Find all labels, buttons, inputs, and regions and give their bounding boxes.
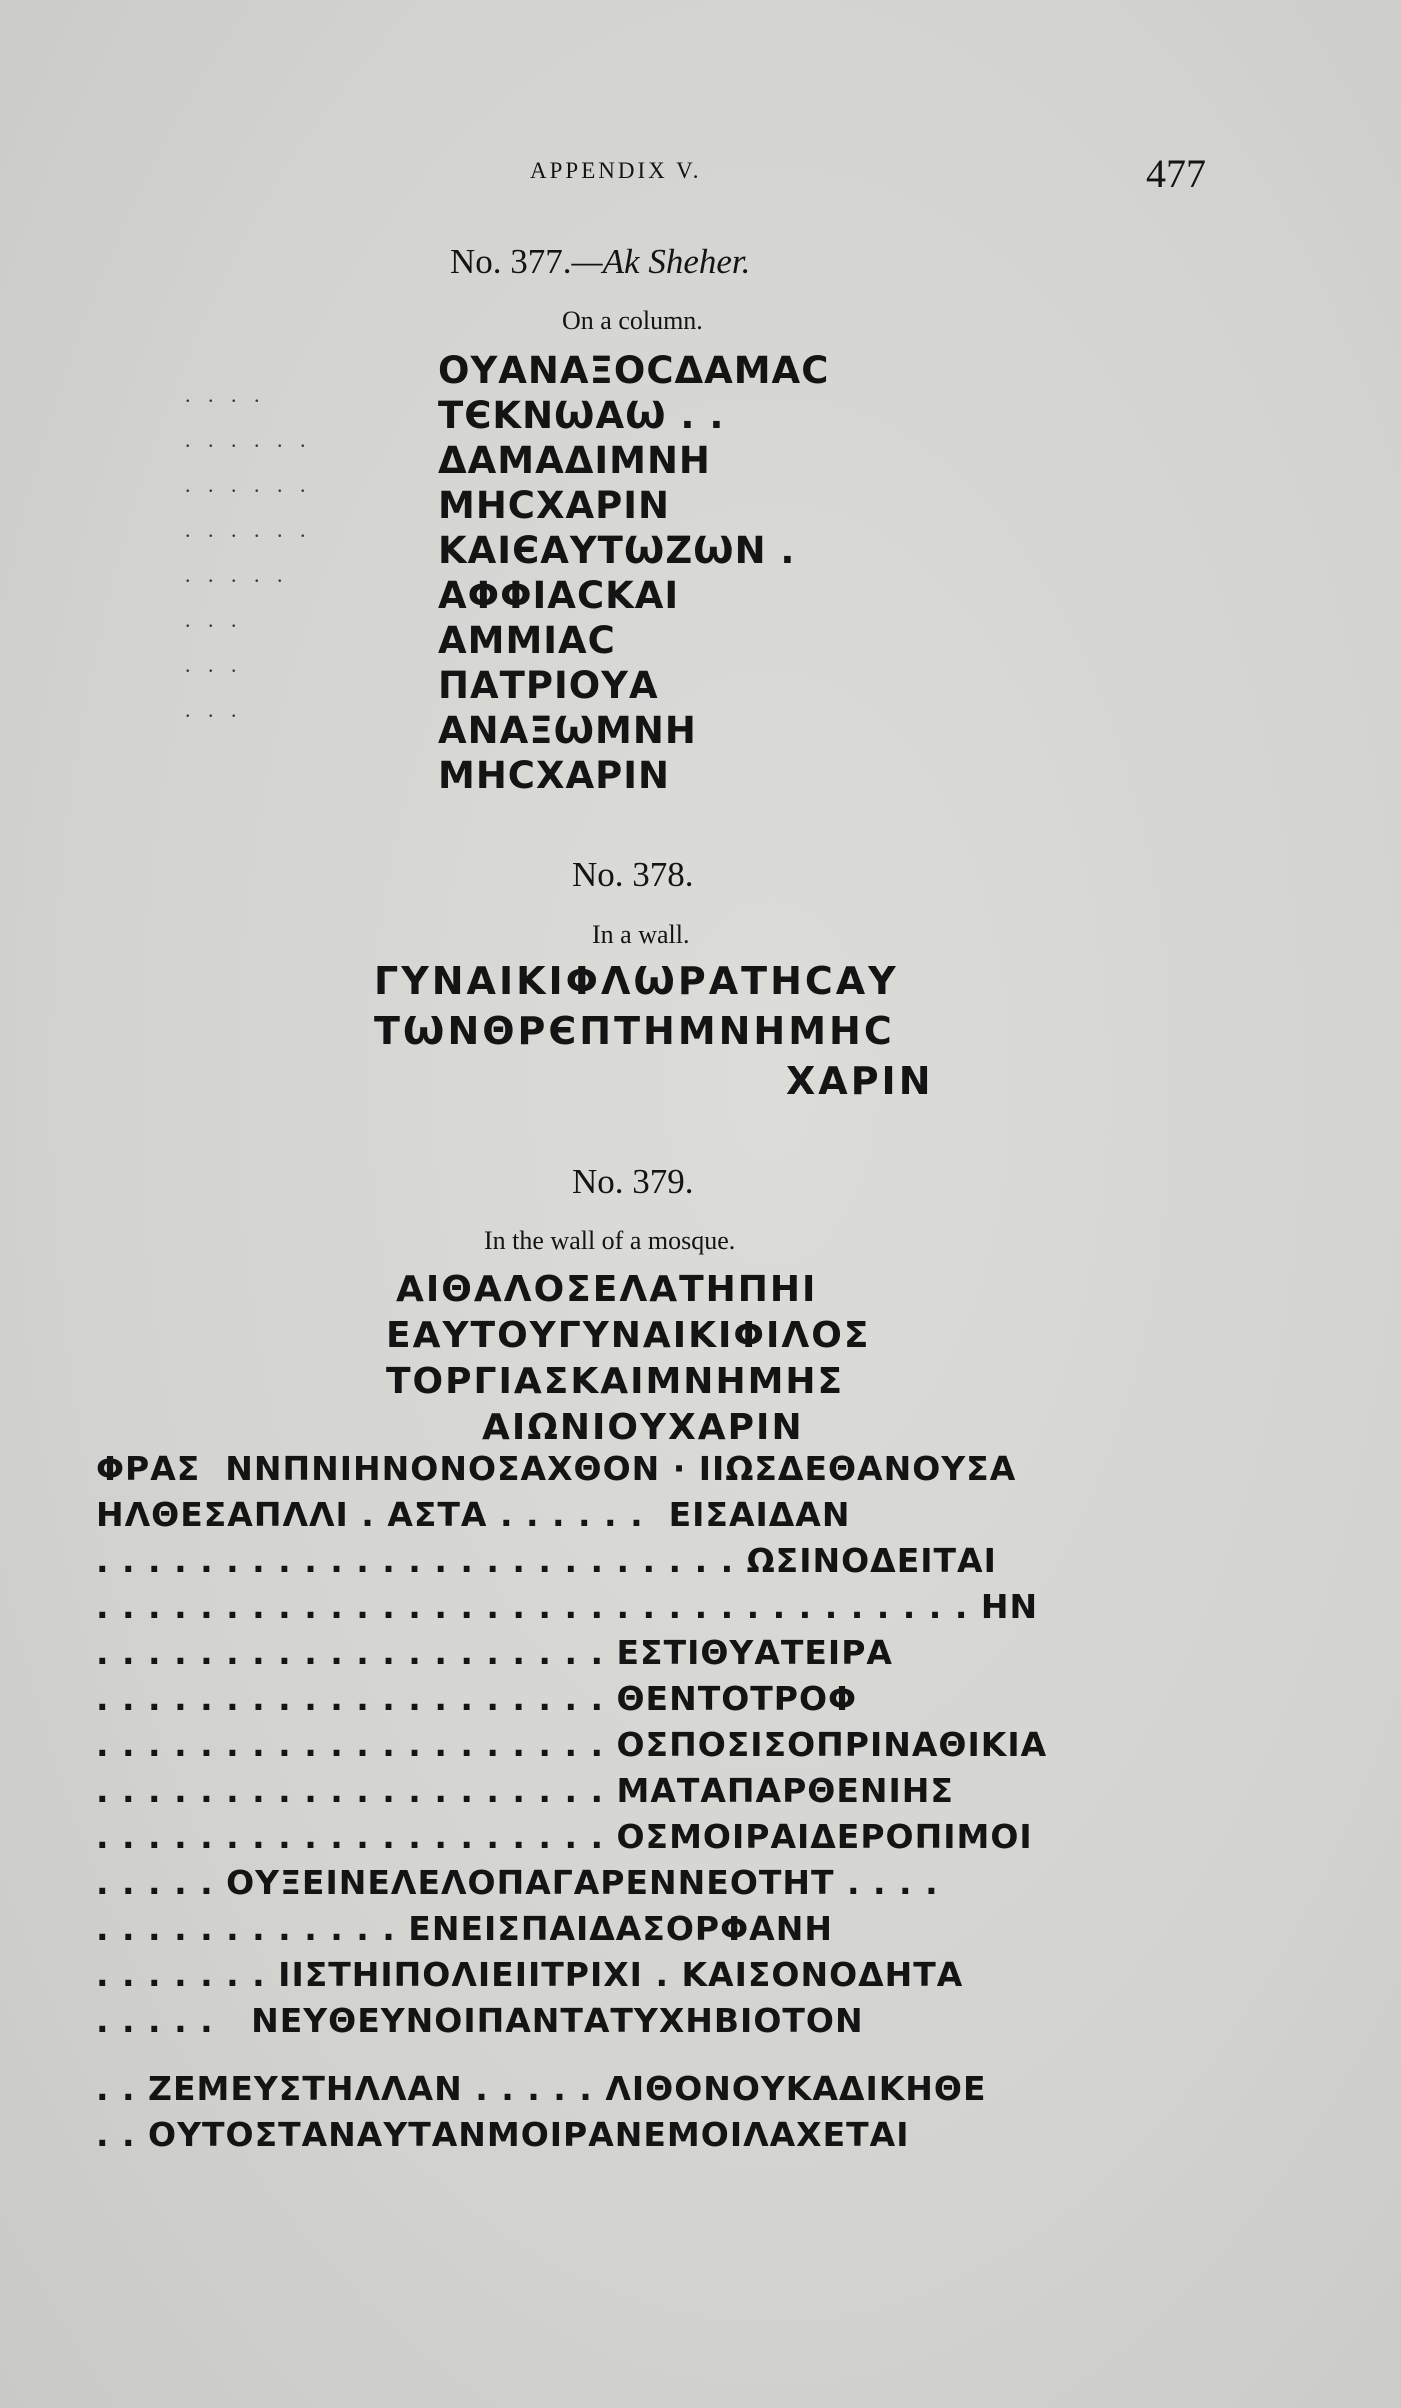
margin-dots: . . . . . .	[185, 472, 323, 497]
inscription-379-line: ΕΑΥΤΟΥΓΥΝΑΙΚΙΦΙΛΟΣ	[386, 1315, 871, 1356]
inscription-379-line: . . . . . . . . . . . . . . . . . . . . ΟΣΜΟΙΡΑΙΔΕΡΟΠΙΜΟΙ	[96, 1817, 1033, 1856]
margin-dots: . . . .	[185, 382, 277, 407]
margin-dots: . . .	[185, 652, 254, 677]
inscription-377-line: ΜΗCΧΑΡΙΝ	[438, 754, 670, 797]
inscription-379-line: ΑΙΘΑΛΟΣΕΛΑΤΗΠΗΙ	[396, 1269, 818, 1310]
inscription-377-line: ΑΝΑΞѠΜΝΗ	[438, 709, 697, 752]
inscription-377-line: ΔΑΜΑΔΙΜΝΗ	[438, 439, 711, 482]
inscription-377-line: ΠΑΤΡΙΟΥΑ	[438, 664, 659, 707]
inscription-379-line: . . . . . . . . . . . . ΕΝΕΙΣΠΑΙΔΑΣΟΡΦΑΝΗ	[96, 1909, 833, 1948]
inscription-379-line: . . ΟΥΤΟΣΤΑΝΑΥΤΑΝΜΟΙΡΑΝΕΜΟΙΛΑΧΕΤΑΙ	[96, 2115, 910, 2154]
inscription-377-line: ΚΑΙЄΑΥΤѠΖѠΝ .	[438, 529, 796, 572]
inscription-378-heading: No. 378.	[572, 855, 694, 894]
inscription-379-line: . . . . . . . . . . . . . . . . . . . . . . . . . ΩΣΙΝΟΔΕΙΤΑΙ	[96, 1541, 997, 1580]
inscription-377-line: ΟΥΑΝΑΞΟCΔΑΜΑC	[438, 349, 830, 392]
inscription-379-heading: No. 379.	[572, 1162, 694, 1201]
inscription-379-line: . . . . . . . . . . . . . . . . . . . . ΘΕΝΤΟΤΡΟΦ	[96, 1679, 858, 1718]
inscription-379-line: . . . . . . . . . . . . . . . . . . . . ΟΣΠΟΣΙΣΟΠΡΙΝΑΘΙΚΙΑ	[96, 1725, 1048, 1764]
inscription-379-line: . . . . . . . . . . . . . . . . . . . . . . . . . . . . . . . . . . ΗΝ	[96, 1587, 1039, 1626]
inscription-377-line: ΑΦΦΙΑCΚΑΙ	[438, 574, 680, 617]
inscription-378-line: ΧΑΡΙΝ	[786, 1059, 934, 1103]
margin-dots: . . .	[185, 697, 243, 722]
running-title: APPENDIX V.	[530, 158, 702, 183]
inscription-377-location: On a column.	[562, 306, 703, 335]
inscription-379-line: . . . . . ΝΕΥΘΕΥΝΟΙΠΑΝΤΑΤΥΧΗΒΙΟΤΟΝ	[96, 2001, 864, 2040]
inscription-379-line: . . . . . . . . . . . . . . . . . . . . ΜΑΤΑΠΑΡΘΕΝΙΗΣ	[96, 1771, 954, 1810]
inscription-379-line: ΦΡΑΣ ΝΝΠΝΙΗΝΟΝΟΣΑΧΘΟΝ · ΙΙΩΣΔΕΘΑΝΟΥΣΑ	[96, 1449, 1017, 1488]
inscription-377-line: ΜΗCΧΑΡΙΝ	[438, 484, 670, 527]
margin-dots: . . .	[185, 607, 254, 632]
margin-dots: . . . . . .	[185, 427, 312, 452]
inscription-379-line: . . ΖΕΜΕΥΣΤΗΛΛΑΝ . . . . . ΛΙΘΟΝΟΥΚΑΔΙΚΗΘΕ	[96, 2069, 987, 2108]
inscription-377-line: ΤЄΚΝѠΑѠ . .	[438, 394, 725, 437]
inscription-378-line: ΤѠΝΘΡЄΠΤΗΜΝΗΜΗC	[374, 1009, 895, 1053]
margin-dots: . . . . .	[185, 562, 300, 587]
inscription-378-line: ΓΥΝΑΙΚΙΦΛѠΡΑΤΗCΑΥ	[374, 959, 899, 1003]
margin-dots: . . . . . .	[185, 517, 323, 542]
inscription-377-heading	[450, 242, 750, 282]
inscription-379-line: ΑΙΩΝΙΟΥΧΑΡΙΝ	[482, 1407, 804, 1448]
inscription-place: —Ak Sheher.	[571, 242, 751, 281]
inscription-number: No. 377.	[450, 242, 572, 281]
inscription-377-line: ΑΜΜΙΑC	[438, 619, 616, 662]
page-number: 477	[1146, 151, 1206, 196]
inscription-379-line: . . . . . ΟΥΞΕΙΝΕΛΕΛΟΠΑΓΑΡΕΝΝΕΟΤΗΤ . . . .	[96, 1863, 939, 1902]
inscription-378-location: In a wall.	[592, 920, 690, 949]
inscription-379-location: In the wall of a mosque.	[484, 1226, 736, 1255]
inscription-379-line: . . . . . . . . . . . . . . . . . . . . ΕΣΤΙΘΥΑΤΕΙΡΑ	[96, 1633, 893, 1672]
inscription-379-line: ΗΛΘΕΣΑΠΛΛΙ . ΑΣΤΑ . . . . . . ΕΙΣΑΙΔΑΝ	[96, 1495, 851, 1534]
inscription-379-line: ΤΟΡΓΙΑΣΚΑΙΜΝΗΜΗΣ	[386, 1361, 845, 1402]
inscription-379-line: . . . . . . . ΙΙΣΤΗΙΠΟΛΙΕΙΙΤΡΙΧΙ . ΚΑΙΣΟΝΟΔΗΤΑ	[96, 1955, 964, 1994]
